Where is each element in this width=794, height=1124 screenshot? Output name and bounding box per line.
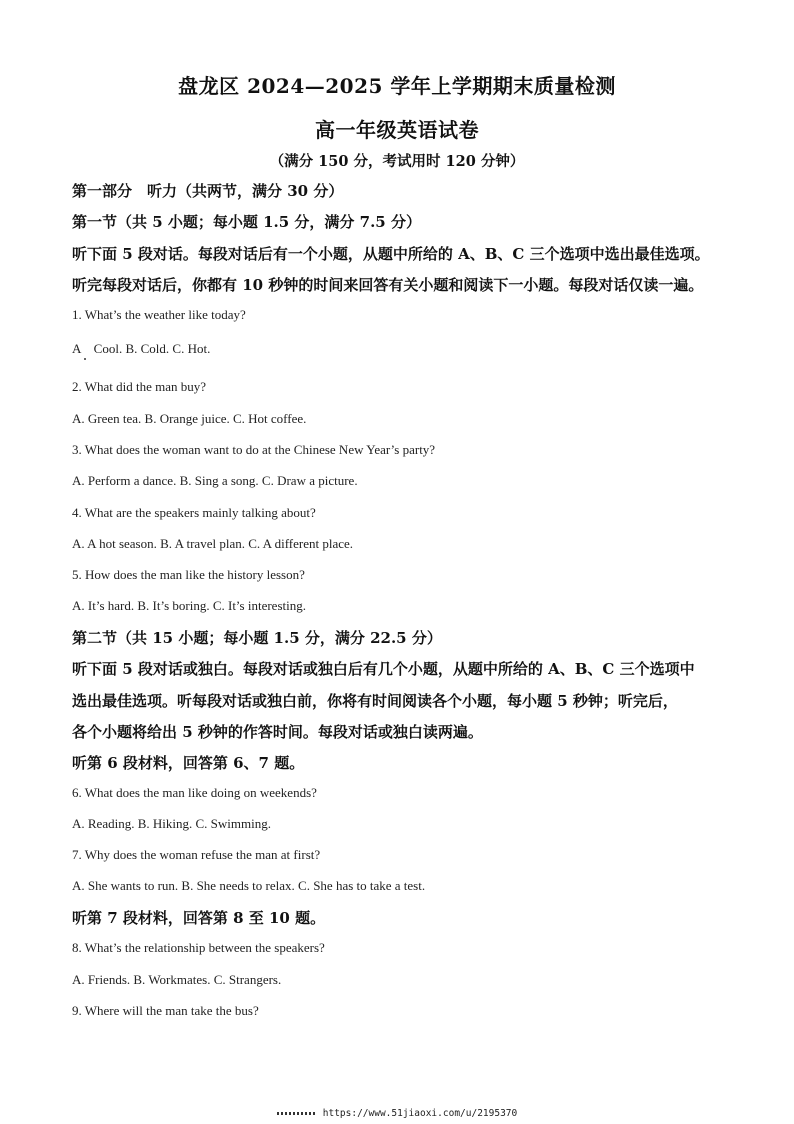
question-2-options: A. Green tea. B. Orange juice. C. Hot coffee. [72, 411, 307, 426]
question-9: 9. Where will the man take the bus? [72, 1003, 259, 1018]
section1-heading: 第一节（共 5 小题；每小题 1.5 分，满分 7.5 分） [72, 213, 421, 231]
question-1: 1. What’s the weather like today? [72, 307, 246, 322]
footer-watermark [0, 1108, 794, 1119]
logo-mark-icon [277, 1112, 315, 1115]
question-3-options: A. Perform a dance. B. Sing a song. C. Draw a picture. [72, 473, 358, 488]
question-7-options: A. She wants to run. B. She needs to relax. C. She has to take a test. [72, 878, 426, 893]
question-1-options: A Cool. B. Cold. C. Hot. [72, 341, 211, 356]
question-6: 6. What does the man like doing on weekends? [72, 785, 317, 800]
section2-instruction-line: 听下面 5 段对话或独白。每段对话或独白后有几个小题，从题中所给的 A、B、C 三个选项中 [72, 660, 695, 678]
footer-url[interactable]: https://www.51jiaoxi.com/u/2195370 [322, 1108, 518, 1119]
question-4-options: A. A hot season. B. A travel plan. C. A different place. [72, 536, 354, 551]
section2-heading: 第二节（共 15 小题；每小题 1.5 分，满分 22.5 分） [72, 629, 442, 647]
stray-dot [84, 358, 86, 360]
question-3: 3. What does the woman want to do at the Chinese New Year’s party? [72, 442, 436, 457]
material-7-heading: 听第 7 段材料，回答第 8 至 10 题。 [72, 909, 326, 927]
exam-subject-title: 高一年级英语试卷 [315, 118, 479, 142]
section2-instruction-line: 各个小题将给出 5 秒钟的作答时间。每段对话或独白读两遍。 [72, 723, 483, 741]
question-4: 4. What are the speakers mainly talking about? [72, 505, 316, 520]
section2-instruction-line: 选出最佳选项。听每段对话或独白前，你将有时间阅读各个小题，每小题 5 秒钟；听完后， [72, 692, 678, 710]
section1-instruction-line: 听完每段对话后，你都有 10 秒钟的时间来回答有关小题和阅读下一小题。每段对话仅读一遍。 [72, 276, 704, 294]
question-5-options: A. It’s hard. B. It’s boring. C. It’s interesting. [72, 598, 306, 613]
exam-title: 盘龙区 2024—2025 学年上学期期末质量检测 [178, 74, 616, 98]
question-8: 8. What’s the relationship between the speakers? [72, 940, 325, 955]
part1-heading: 第一部分 听力（共两节，满分 30 分） [72, 182, 344, 200]
question-5: 5. How does the man like the history lesson? [72, 567, 305, 582]
question-8-options: A. Friends. B. Workmates. C. Strangers. [72, 972, 282, 987]
question-2: 2. What did the man buy? [72, 379, 207, 394]
question-7: 7. Why does the woman refuse the man at first? [72, 847, 321, 862]
exam-score-time: （满分 150 分，考试用时 120 分钟） [269, 153, 525, 170]
material-6-heading: 听第 6 段材料，回答第 6、7 题。 [72, 754, 305, 772]
section1-instruction-line: 听下面 5 段对话。每段对话后有一个小题，从题中所给的 A、B、C 三个选项中选出最佳选项。 [72, 245, 710, 263]
question-6-options: A. Reading. B. Hiking. C. Swimming. [72, 816, 271, 831]
